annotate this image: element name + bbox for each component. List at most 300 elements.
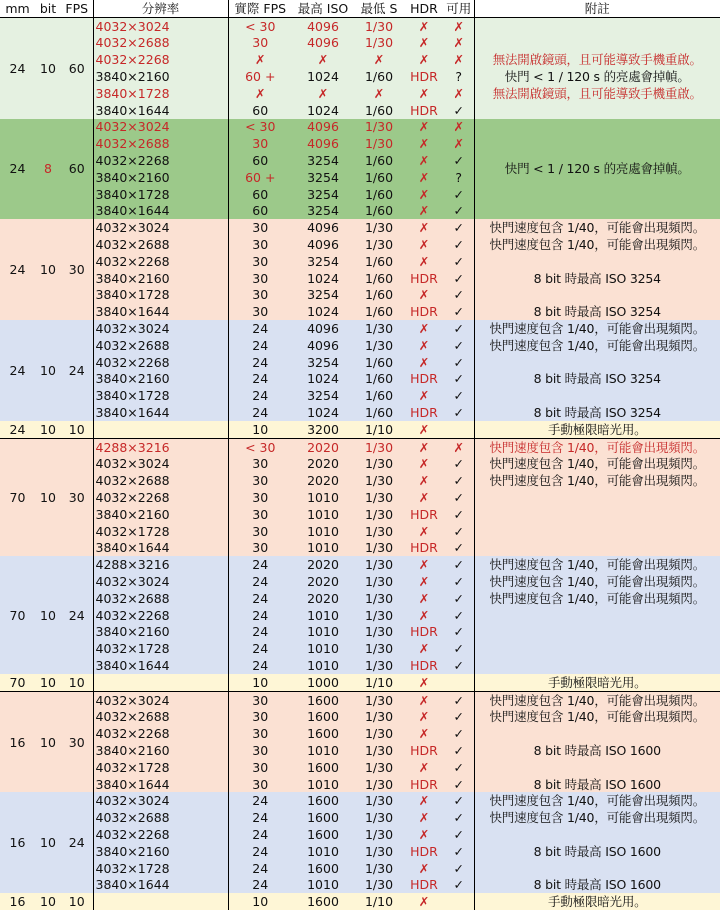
cell-usable	[444, 421, 474, 438]
cell-usable: ✓	[444, 623, 474, 640]
cell-actual-fps: 24	[252, 337, 269, 353]
cell-note: 快門速度包含 1/40，可能會出現頻閃。	[474, 438, 720, 455]
cell-min-shutter: ✗	[373, 85, 385, 101]
cell-usable: ✓	[444, 523, 474, 540]
cell-usable: ✓	[444, 303, 474, 320]
cell-note: 快門速度包含 1/40，可能會出現頻閃。	[489, 337, 706, 353]
cell-actual-fps: 30	[252, 490, 269, 505]
cell-actual-fps: 60	[252, 186, 269, 202]
cell-min-shutter: 1/30	[364, 337, 394, 353]
cell-note: 快門速度包含 1/40，可能會出現頻閃。	[489, 321, 706, 337]
cell-actual-fps: 30	[252, 136, 269, 152]
table-row	[0, 674, 720, 691]
cell-hdr: HDR	[410, 405, 438, 421]
cell-note: 快門速度包含 1/40，可能會出現頻閃。	[489, 557, 706, 573]
cell-min-shutter: 1/30	[364, 641, 394, 657]
cell-hdr: ✗	[418, 354, 430, 370]
cell-actual-fps: ✗	[255, 85, 266, 101]
cell-fps: 10	[61, 893, 93, 910]
cell-resolution: 3840×2160	[93, 371, 228, 388]
cell-usable: ✓	[444, 607, 474, 624]
cell-resolution: 4032×2268	[93, 253, 228, 270]
cell-note: 快門速度包含 1/40，可能會出現頻閃。	[489, 573, 706, 589]
cell-hdr: ✗	[418, 421, 430, 437]
cell-max-iso: 3254	[307, 169, 339, 185]
cell-actual-fps: 24	[252, 826, 269, 842]
cell-max-iso: 1600	[292, 691, 354, 708]
cell-resolution: 3840×2160	[93, 506, 228, 523]
cell-usable: ✓	[444, 102, 474, 119]
cell-hdr: ✗	[418, 220, 430, 236]
table-row	[0, 51, 720, 68]
cell-actual-fps: ✗	[255, 52, 266, 68]
cell-actual-fps: 24	[252, 657, 269, 673]
cell-actual-fps: 30	[252, 540, 269, 556]
cell-actual-fps: 60	[252, 153, 269, 169]
cell-hdr: ✗	[418, 810, 430, 826]
cell-hdr: ✗	[418, 607, 430, 623]
cell-actual-fps: 24	[252, 843, 269, 859]
cell-bit: 10	[35, 691, 61, 792]
cell-actual-fps: 24	[252, 810, 269, 826]
cell-hdr: HDR	[410, 270, 438, 286]
cell-min-shutter: 1/60	[364, 304, 394, 320]
cell-fps: 30	[61, 438, 93, 556]
cell-resolution: 3840×2160	[93, 169, 228, 186]
cell-min-shutter: 1/30	[364, 557, 394, 573]
cell-hdr: ✗	[404, 438, 444, 455]
cell-usable: ✓	[444, 489, 474, 506]
cell-fps: 24	[61, 556, 93, 674]
cell-actual-fps: 60 +	[245, 69, 276, 85]
cell-usable: ✓	[444, 826, 474, 843]
cell-usable: ✗	[444, 135, 474, 152]
cell-usable: ✓	[444, 203, 474, 220]
cell-hdr: ✗	[418, 337, 430, 353]
cell-hdr: ✗	[418, 18, 430, 34]
cell-actual-fps: 30	[252, 759, 269, 775]
cell-resolution: 4032×3024	[93, 691, 228, 708]
cell-resolution: 4032×2688	[93, 708, 228, 725]
table-row	[0, 893, 720, 910]
cell-hdr: ✗	[418, 557, 430, 573]
cell-hdr: ✗	[418, 203, 430, 219]
cell-min-shutter: 1/30	[364, 220, 394, 236]
cell-max-iso: 1024	[307, 371, 339, 387]
cell-min-shutter: 1/30	[364, 742, 394, 758]
cell-actual-fps: 24	[252, 607, 269, 623]
cell-note: 快門速度包含 1/40，可能會出現頻閃。	[489, 473, 706, 489]
cell-usable: ✓	[444, 876, 474, 893]
cell-min-shutter: 1/30	[364, 237, 394, 253]
cell-bit: 10	[40, 363, 56, 379]
cell-resolution: 4032×2268	[93, 725, 228, 742]
cell-max-iso: 1600	[307, 894, 339, 910]
cell-actual-fps: 30	[252, 287, 269, 303]
cell-max-iso: 1010	[307, 607, 339, 623]
cell-min-shutter: 1/30	[364, 321, 394, 337]
cell-max-iso: 1010	[307, 506, 339, 522]
cell-resolution: 4032×3024	[93, 17, 228, 34]
cell-min-shutter: 1/30	[364, 119, 394, 135]
cell-usable: ✓	[444, 640, 474, 657]
cell-mm: 24	[9, 161, 26, 177]
cell-bit: 10	[40, 674, 56, 690]
table-row	[0, 85, 720, 102]
table-row	[0, 725, 720, 742]
cell-mm: 24	[9, 421, 26, 437]
cell-mm: 24	[9, 262, 26, 278]
cell-hdr: HDR	[410, 304, 438, 320]
cell-resolution: 3840×1728	[93, 387, 228, 404]
cell-resolution: 3840×1644	[93, 657, 228, 674]
table-row	[0, 119, 720, 136]
cell-hdr: ✗	[418, 860, 430, 876]
cell-note: 8 bit 時最高 ISO 1600	[533, 742, 661, 758]
cell-hdr: HDR	[410, 742, 438, 758]
cell-resolution: 3840×1728	[93, 186, 228, 203]
cell-min-shutter: 1/30	[364, 759, 394, 775]
cell-min-shutter: 1/30	[364, 18, 394, 34]
cell-actual-fps: 30	[252, 253, 269, 269]
cell-actual-fps: 30	[252, 726, 269, 742]
cell-actual-fps: 24	[252, 557, 269, 573]
cell-resolution: 3840×1644	[93, 776, 228, 793]
cell-resolution: 4032×2688	[93, 472, 228, 489]
cell-actual-fps: 60	[252, 102, 269, 118]
cell-resolution: 3840×2160	[93, 270, 228, 287]
cell-hdr: ✗	[418, 35, 430, 51]
cell-note: 8 bit 時最高 ISO 3254	[533, 270, 661, 286]
cell-actual-fps: 30	[252, 270, 269, 286]
cell-max-iso: 1600	[307, 709, 339, 725]
cell-usable: ✓	[444, 742, 474, 759]
header-mm: mm	[0, 0, 35, 17]
cell-resolution: 3840×2160	[93, 68, 228, 85]
cell-mm: 24	[9, 363, 26, 379]
cell-bit: 10	[35, 438, 61, 556]
cell-resolution: 3840×2160	[93, 623, 228, 640]
cell-resolution: 4032×2688	[93, 135, 228, 152]
cell-max-iso: 1024	[307, 270, 339, 286]
cell-actual-fps: 60 +	[245, 169, 276, 185]
cell-hdr: ✗	[404, 691, 444, 708]
cell-min-shutter: 1/30	[364, 776, 394, 792]
cell-max-iso: 4096	[307, 18, 339, 34]
cell-min-shutter: ✗	[373, 52, 385, 68]
cell-actual-fps: 24	[252, 371, 269, 387]
table-row	[0, 573, 720, 590]
cell-hdr: ✗	[418, 85, 430, 101]
cell-fps: 24	[61, 320, 93, 421]
cell-actual-fps: 24	[252, 641, 269, 657]
cell-usable: ✓	[444, 506, 474, 523]
cell-mm: 70	[9, 607, 26, 623]
cell-max-iso: 1600	[307, 860, 339, 876]
cell-hdr: ✗	[418, 726, 430, 742]
header-hdr: HDR	[404, 0, 444, 17]
cell-usable: ✓	[444, 236, 474, 253]
cell-max-iso: 4096	[307, 220, 339, 236]
cell-fps: 24	[61, 792, 93, 893]
cell-min-shutter: 1/60	[364, 186, 394, 202]
cell-max-iso: 1600	[307, 726, 339, 742]
cell-hdr: ✗	[418, 456, 430, 472]
table-row	[0, 776, 720, 793]
table-row	[0, 489, 720, 506]
cell-min-shutter: 1/30	[364, 624, 394, 640]
cell-usable: ?	[444, 68, 474, 85]
cell-resolution: 4032×3024	[93, 456, 228, 473]
cell-hdr: ✗	[418, 153, 430, 169]
cell-max-iso: 4096	[307, 119, 339, 135]
cell-note: 手動極限暗光用。	[548, 674, 647, 690]
cell-actual-fps: 24	[252, 793, 269, 809]
cell-resolution: 3840×1644	[93, 102, 228, 119]
table-row	[0, 253, 720, 270]
cell-resolution: 4032×2268	[93, 826, 228, 843]
table-row	[0, 421, 720, 438]
cell-usable: ✗	[444, 119, 474, 136]
cell-bit: 10	[40, 607, 56, 623]
cell-min-shutter: 1/10	[364, 894, 394, 910]
table-row	[0, 354, 720, 371]
cell-resolution: 4032×2268	[93, 51, 228, 68]
cell-resolution: 3840×1728	[93, 85, 228, 102]
cell-min-shutter: 1/60	[364, 371, 394, 387]
cell-min-shutter: 1/30	[364, 726, 394, 742]
cell-note: 快門速度包含 1/40，可能會出現頻閃。	[489, 220, 706, 236]
cell-actual-fps: 30	[252, 473, 269, 489]
table-row	[0, 556, 720, 573]
cell-note: 8 bit 時最高 ISO 3254	[533, 371, 661, 387]
cell-min-shutter: 1/30	[364, 607, 394, 623]
cell-resolution: 3840×2160	[93, 742, 228, 759]
cell-actual-fps: 24	[252, 321, 269, 337]
cell-actual-fps: 10	[252, 421, 269, 437]
cell-actual-fps: 30	[252, 237, 269, 253]
cell-hdr: HDR	[410, 624, 438, 640]
cell-hdr: HDR	[410, 506, 438, 522]
cell-max-iso: 1010	[307, 776, 339, 792]
cell-resolution: 3840×1644	[93, 303, 228, 320]
cell-note: 8 bit 時最高 ISO 3254	[533, 405, 661, 421]
cell-usable: ✓	[444, 270, 474, 287]
cell-note: 無法開啟鏡頭，且可能導致手機重啟。	[492, 85, 702, 101]
cell-hdr: ✗	[418, 52, 430, 68]
cell-resolution: 4032×2268	[93, 489, 228, 506]
cell-max-iso: 3254	[307, 203, 339, 219]
cell-mm: 70	[0, 438, 35, 556]
table-row	[0, 792, 720, 809]
cell-usable: ✓	[444, 556, 474, 573]
header-min-shutter: 最低 S	[354, 0, 404, 17]
cell-max-iso: 2020	[307, 590, 339, 606]
header-actual-fps: 實際 FPS	[228, 0, 292, 17]
cell-actual-fps: 30	[252, 35, 269, 51]
cell-max-iso: 1010	[307, 657, 339, 673]
cell-max-iso: ✗	[317, 52, 329, 68]
table-row	[0, 472, 720, 489]
cell-usable: ✓	[444, 759, 474, 776]
table-row	[0, 68, 720, 85]
cell-max-iso: 2020	[307, 456, 339, 472]
header-notes: 附註	[474, 0, 720, 17]
cell-actual-fps: 24	[252, 860, 269, 876]
table-row	[0, 708, 720, 725]
cell-max-iso: 4096	[307, 337, 339, 353]
cell-usable: ✓	[444, 219, 474, 236]
cell-resolution: 3840×1644	[93, 876, 228, 893]
cell-resolution	[93, 674, 228, 691]
cell-usable: ✗	[444, 438, 474, 455]
cell-resolution: 4288×3216	[93, 438, 228, 455]
cell-min-shutter: 1/60	[364, 287, 394, 303]
cell-max-iso: 2020	[307, 573, 339, 589]
cell-min-shutter: 1/30	[364, 35, 394, 51]
cell-actual-fps: 24	[252, 590, 269, 606]
cell-min-shutter: 1/30	[364, 877, 394, 893]
cell-bit: 10	[40, 262, 56, 278]
cell-usable: ✓	[444, 573, 474, 590]
cell-usable: ✓	[444, 725, 474, 742]
cell-mm: 16	[0, 691, 35, 792]
cell-hdr: ✗	[418, 321, 430, 337]
cell-resolution: 4032×3024	[93, 119, 228, 136]
cell-min-shutter: 1/60	[364, 354, 394, 370]
cell-note: 快門速度包含 1/40，可能會出現頻閃。	[489, 456, 706, 472]
cell-resolution: 4032×3024	[93, 320, 228, 337]
table-row	[0, 320, 720, 337]
cell-max-iso: 1024	[307, 405, 339, 421]
cell-fps: 10	[61, 421, 93, 438]
cell-actual-fps: 30	[252, 304, 269, 320]
cell-note: 快門速度包含 1/40，可能會出現頻閃。	[474, 691, 720, 708]
cell-actual-fps: 24	[252, 388, 269, 404]
cell-hdr: ✗	[418, 237, 430, 253]
cell-hdr: ✗	[418, 287, 430, 303]
cell-min-shutter: 1/60	[364, 102, 394, 118]
header-resolution: 分辨率	[93, 0, 228, 17]
cell-actual-fps: 24	[252, 877, 269, 893]
cell-actual-fps: 10	[252, 674, 269, 690]
cell-hdr: ✗	[418, 169, 430, 185]
cell-note: 8 bit 時最高 ISO 1600	[533, 877, 661, 893]
cell-actual-fps: 60	[252, 203, 269, 219]
cell-actual-fps: 30	[252, 506, 269, 522]
table-row	[0, 876, 720, 893]
cell-fps: 10	[61, 674, 93, 691]
cell-max-iso: 4096	[307, 136, 339, 152]
cell-max-iso: ✗	[317, 85, 329, 101]
cell-hdr: ✗	[418, 490, 430, 505]
cell-resolution: 4032×1728	[93, 640, 228, 657]
cell-hdr: ✗	[418, 641, 430, 657]
cell-resolution: 4032×3024	[93, 792, 228, 809]
table-row	[0, 17, 720, 34]
cell-resolution: 4032×1728	[93, 860, 228, 877]
cell-hdr: ✗	[418, 590, 430, 606]
table-row	[0, 590, 720, 607]
cell-min-shutter: 1/30	[354, 438, 404, 455]
cell-hdr: HDR	[410, 371, 438, 387]
cell-note: 快門速度包含 1/40，可能會出現頻閃。	[489, 709, 706, 725]
cell-hdr: ✗	[418, 573, 430, 589]
cell-note	[474, 489, 720, 556]
cell-bit: 10	[40, 835, 56, 851]
cell-usable: ✓	[444, 371, 474, 388]
cell-usable: ✓	[444, 337, 474, 354]
cell-resolution: 3840×1644	[93, 203, 228, 220]
cell-min-shutter: 1/60	[364, 69, 394, 85]
cell-usable: ✓	[444, 387, 474, 404]
cell-max-iso: 3254	[307, 388, 339, 404]
cell-usable: ✓	[444, 354, 474, 371]
cell-usable: ?	[444, 169, 474, 186]
cell-mm: 24	[9, 60, 26, 76]
cell-max-iso: 2020	[292, 438, 354, 455]
cell-hdr: ✗	[418, 119, 430, 135]
cell-hdr: HDR	[410, 776, 438, 792]
cell-hdr: ✗	[418, 136, 430, 152]
table-row	[0, 337, 720, 354]
cell-min-shutter: 1/30	[364, 523, 394, 539]
cell-note	[474, 17, 720, 51]
cell-usable: ✓	[444, 320, 474, 337]
cell-resolution: 3840×1644	[93, 404, 228, 421]
cell-hdr: ✗	[418, 253, 430, 269]
cell-usable	[444, 674, 474, 691]
cell-min-shutter: 1/30	[364, 136, 394, 152]
cell-hdr: HDR	[410, 657, 438, 673]
cell-max-iso: 3254	[307, 354, 339, 370]
cell-max-iso: 1600	[307, 793, 339, 809]
cell-usable: ✓	[444, 456, 474, 473]
header-max-iso: 最高 ISO	[292, 0, 354, 17]
cell-min-shutter: 1/30	[354, 691, 404, 708]
cell-note: 手動極限暗光用。	[548, 421, 647, 437]
cell-usable: ✓	[444, 540, 474, 557]
cell-max-iso: 1600	[307, 826, 339, 842]
cell-usable: ✗	[444, 51, 474, 68]
cell-actual-fps: 30	[252, 742, 269, 758]
cell-usable: ✓	[444, 590, 474, 607]
cell-resolution: 4032×2688	[93, 35, 228, 52]
cell-usable: ✓	[444, 472, 474, 489]
cell-hdr: ✗	[418, 894, 430, 910]
cell-usable: ✗	[444, 85, 474, 102]
cell-resolution: 3840×2160	[93, 843, 228, 860]
cell-hdr: ✗	[418, 759, 430, 775]
table-row	[0, 438, 720, 455]
cell-hdr: ✗	[418, 388, 430, 404]
cell-min-shutter: 1/30	[364, 657, 394, 673]
cell-usable	[444, 893, 474, 910]
cell-fps: 30	[61, 219, 93, 320]
cell-max-iso: 1024	[307, 69, 339, 85]
cell-max-iso: 1024	[307, 102, 339, 118]
cell-max-iso: 1010	[307, 641, 339, 657]
cell-usable: ✗	[444, 17, 474, 34]
cell-hdr: HDR	[410, 69, 438, 85]
table-row	[0, 236, 720, 253]
cell-note: 手動極限暗光用。	[548, 894, 647, 910]
cell-actual-fps: < 30	[245, 18, 276, 34]
cell-hdr: ✗	[418, 523, 430, 539]
cell-min-shutter: 1/30	[364, 506, 394, 522]
header-fps: FPS	[61, 0, 93, 17]
cell-max-iso: 1600	[307, 810, 339, 826]
